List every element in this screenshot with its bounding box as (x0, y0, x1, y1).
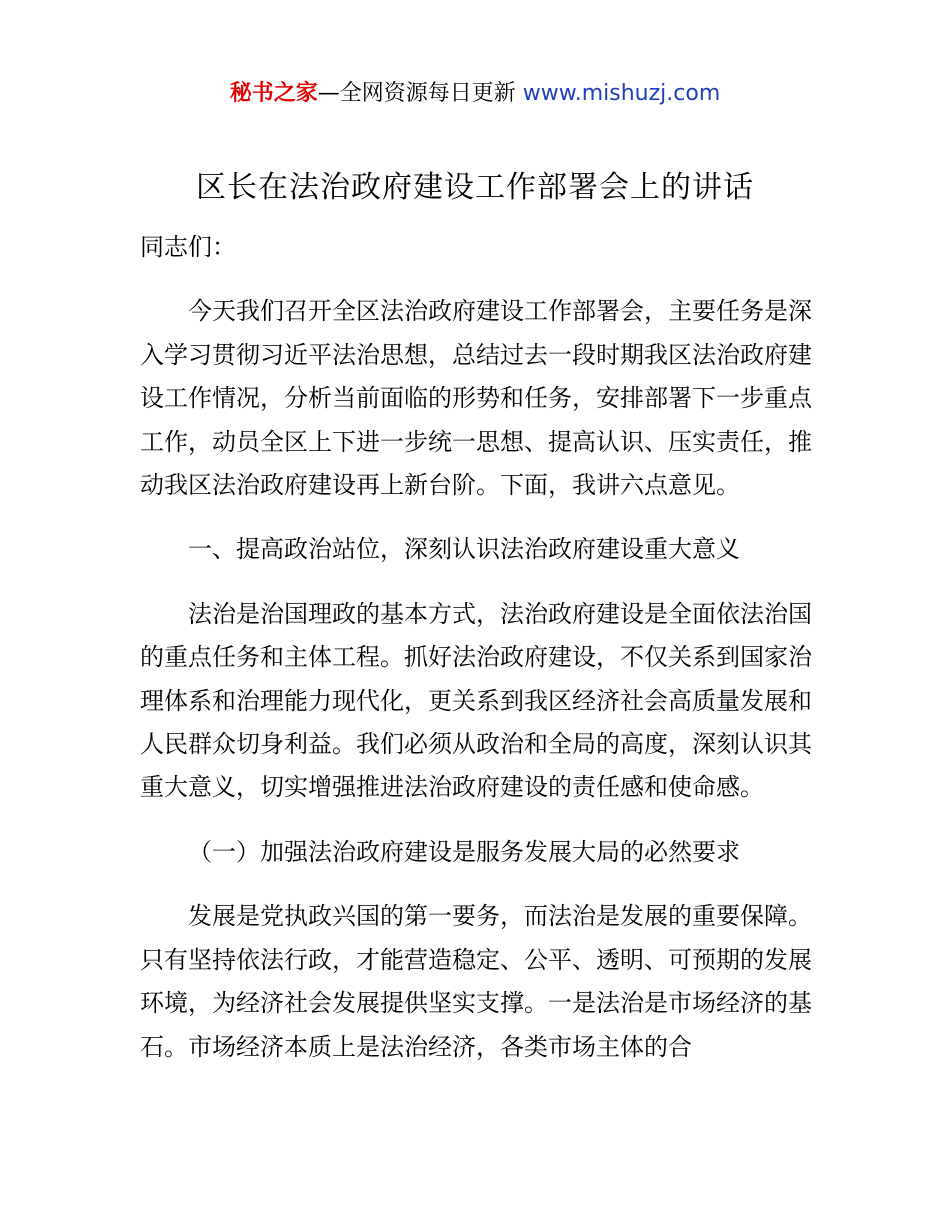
site-url-link[interactable]: www.mishuzj.com (522, 81, 721, 106)
paragraph-subsection-1: 发展是党执政兴国的第一要务，而法治是发展的重要保障。只有坚持依法行政，才能营造稳定、公平、透明、可预期的发展环境，为经济社会发展提供坚实支撑。一是法治是市场经济的基石。市场经济本质上是法治经济，各类市场主体的合 (140, 902, 812, 1061)
section-heading-1: 一、提高政治站位，深刻认识法治政府建设重大意义 (188, 535, 740, 564)
paragraph-intro: 今天我们召开全区法治政府建设工作部署会，主要任务是深入学习贯彻习近平法治思想，总结过去一段时期我区法治政府建设工作情况，分析当前面临的形势和任务，安排部署下一步重点工作，动员全区上下进一步统一思想、提高认识、压实责任，推动我区法治政府建设再上新台阶。下面，我讲六点意见。 (140, 297, 812, 500)
document-body (140, 226, 812, 1069)
subsection-heading-1: （一）加强法治政府建设是服务发展大局的必然要求 (188, 837, 740, 866)
paragraph-section-1: 法治是治国理政的基本方式，法治政府建设是全面依法治国的重点任务和主体工程。抓好法治政府建设，不仅关系到国家治理体系和治理能力现代化，更关系到我区经济社会高质量发展和人民群众切身利益。我们必须从政治和全局的高度，深刻认识其重大意义，切实增强推进法治政府建设的责任感和使命感。 (140, 599, 812, 802)
document-title: 区长在法治政府建设工作部署会上的讲话 (196, 170, 754, 205)
salutation: 同志们： (140, 233, 236, 261)
site-brand: 秘书之家 (229, 81, 318, 106)
site-slogan: —全网资源每日更新 (317, 81, 523, 106)
site-header (0, 78, 950, 110)
